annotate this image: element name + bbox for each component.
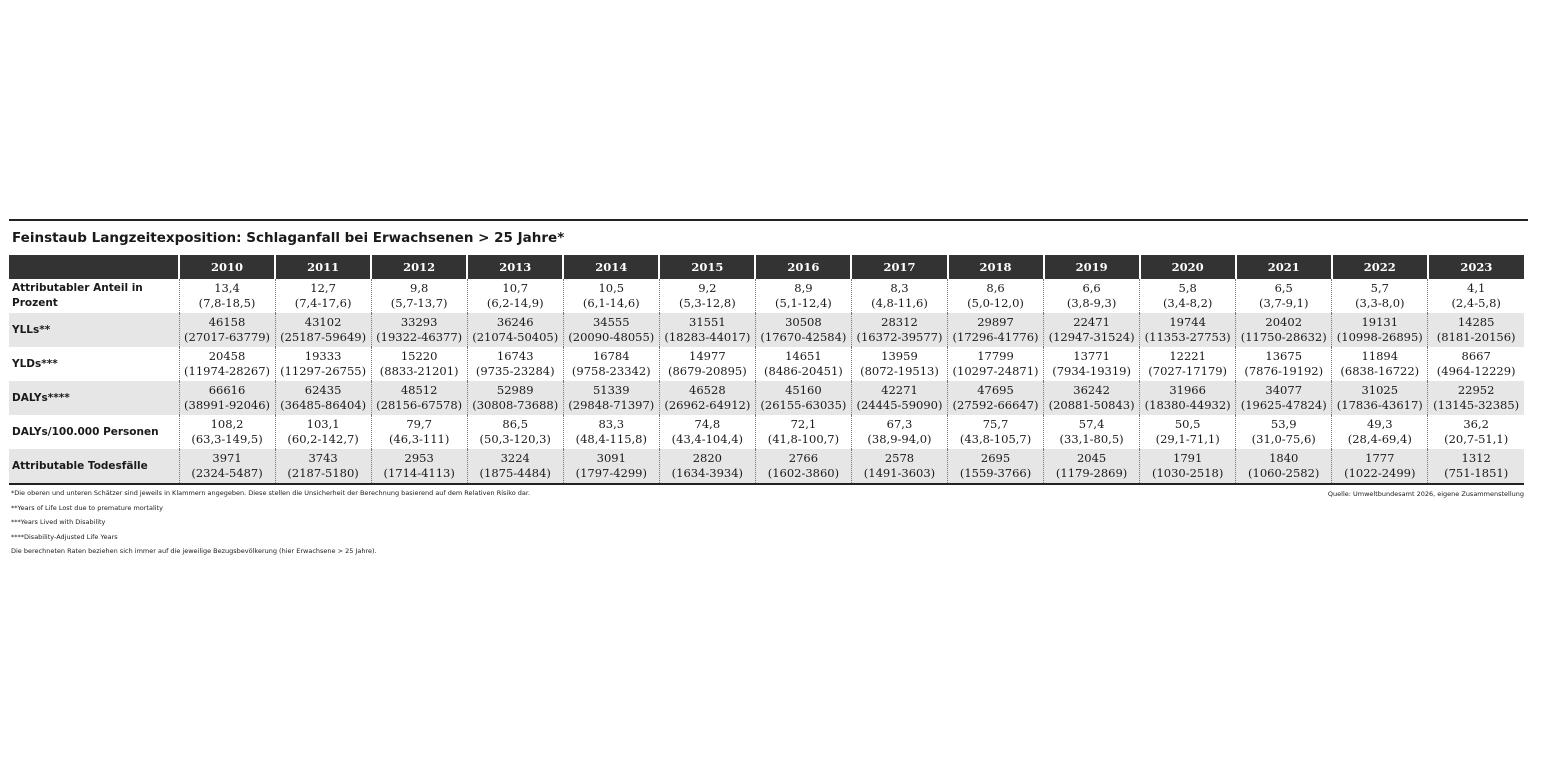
table-cell bbox=[371, 347, 467, 381]
table-cell bbox=[179, 381, 275, 415]
table-cell bbox=[563, 313, 659, 347]
table-cell bbox=[1332, 415, 1428, 449]
year-header: 2020 bbox=[1140, 255, 1236, 279]
cell-range: (11297-26755) bbox=[280, 364, 367, 378]
cell-range: (29,1-71,1) bbox=[1155, 432, 1220, 446]
table-cell bbox=[467, 347, 563, 381]
cell-value: 14651 bbox=[785, 349, 822, 363]
table-cell bbox=[371, 381, 467, 415]
cell-range: (43,8-105,7) bbox=[959, 432, 1032, 446]
cell-value: 79,7 bbox=[406, 417, 432, 431]
table-cell bbox=[755, 449, 851, 484]
table-cell bbox=[1140, 449, 1236, 484]
row-label: DALYs**** bbox=[9, 381, 179, 415]
table-cell bbox=[275, 381, 371, 415]
row-label: Attributable Todesfälle bbox=[9, 449, 179, 484]
table-cell bbox=[948, 381, 1044, 415]
table-cell bbox=[851, 313, 947, 347]
table-cell bbox=[275, 347, 371, 381]
table-cell bbox=[179, 313, 275, 347]
cell-range: (5,7-13,7) bbox=[390, 296, 448, 310]
table-cell bbox=[563, 415, 659, 449]
cell-range: (10998-26895) bbox=[1336, 330, 1423, 344]
table-cell bbox=[275, 449, 371, 484]
year-header: 2017 bbox=[851, 255, 947, 279]
table-cell bbox=[1140, 347, 1236, 381]
cell-range: (19625-47824) bbox=[1240, 398, 1327, 412]
table-cell bbox=[659, 415, 755, 449]
table-cell bbox=[1236, 381, 1332, 415]
cell-value: 28312 bbox=[881, 315, 918, 329]
table-figure bbox=[9, 219, 1528, 561]
table-cell bbox=[1332, 347, 1428, 381]
cell-range: (43,4-104,4) bbox=[671, 432, 744, 446]
cell-range: (50,3-120,3) bbox=[479, 432, 551, 446]
cell-range: (28,4-69,4) bbox=[1347, 432, 1412, 446]
cell-value: 13771 bbox=[1073, 349, 1110, 363]
table-cell bbox=[948, 279, 1044, 313]
year-header: 2012 bbox=[371, 255, 467, 279]
cell-range: (29848-71397) bbox=[568, 398, 655, 412]
cell-range: (7027-17179) bbox=[1148, 364, 1228, 378]
table-cell bbox=[755, 279, 851, 313]
cell-value: 108,2 bbox=[210, 417, 244, 431]
table-cell bbox=[1332, 449, 1428, 484]
cell-value: 2578 bbox=[884, 451, 915, 465]
cell-range: (21074-50405) bbox=[472, 330, 559, 344]
table-cell bbox=[1236, 347, 1332, 381]
cell-value: 16743 bbox=[496, 349, 534, 363]
cell-range: (2324-5487) bbox=[191, 466, 263, 480]
year-header: 2022 bbox=[1332, 255, 1428, 279]
cell-range: (38,9-94,0) bbox=[867, 432, 932, 446]
footnote: Die berechneten Raten beziehen sich immer auf die jeweilige Bezugsbevölkerung (hier Erwachsene > 25 Jahre). bbox=[11, 547, 377, 555]
cell-range: (2187-5180) bbox=[287, 466, 359, 480]
cell-range: (8181-20156) bbox=[1436, 330, 1516, 344]
table-row bbox=[9, 415, 1524, 449]
year-header: 2010 bbox=[179, 255, 275, 279]
cell-value: 103,1 bbox=[306, 417, 340, 431]
cell-value: 6,6 bbox=[1082, 281, 1101, 295]
cell-range: (3,3-8,0) bbox=[1355, 296, 1405, 310]
table-cell bbox=[275, 279, 371, 313]
table-cell bbox=[1044, 449, 1140, 484]
cell-value: 1777 bbox=[1365, 451, 1395, 465]
cell-range: (1797-4299) bbox=[575, 466, 647, 480]
table-row bbox=[9, 381, 1524, 415]
table-cell bbox=[1332, 313, 1428, 347]
footnotes bbox=[9, 488, 1528, 561]
cell-range: (7,4-17,6) bbox=[294, 296, 352, 310]
row-label: Attributabler Anteil in Prozent bbox=[12, 282, 143, 309]
cell-value: 36242 bbox=[1073, 383, 1110, 397]
table-cell bbox=[1428, 415, 1524, 449]
table-cell bbox=[467, 381, 563, 415]
cell-range: (1559-3766) bbox=[959, 466, 1032, 480]
cell-range: (11353-27753) bbox=[1144, 330, 1231, 344]
footnote: **Years of Life Lost due to premature mortality bbox=[11, 503, 163, 512]
header-corner bbox=[9, 255, 179, 279]
table-cell bbox=[1428, 313, 1524, 347]
cell-range: (13145-32385) bbox=[1433, 398, 1520, 412]
cell-range: (7876-19192) bbox=[1244, 364, 1324, 378]
table-cell bbox=[179, 279, 275, 313]
table-cell bbox=[1044, 279, 1140, 313]
header-row bbox=[9, 255, 1524, 279]
table-cell bbox=[275, 415, 371, 449]
cell-value: 30508 bbox=[785, 315, 822, 329]
table-cell bbox=[659, 449, 755, 484]
cell-range: (16372-39577) bbox=[856, 330, 943, 344]
cell-value: 45160 bbox=[785, 383, 822, 397]
table-cell bbox=[1140, 279, 1236, 313]
cell-range: (1634-3934) bbox=[671, 466, 744, 480]
year-header: 2011 bbox=[275, 255, 371, 279]
year-header: 2014 bbox=[563, 255, 659, 279]
cell-value: 17799 bbox=[977, 349, 1014, 363]
table-cell bbox=[1332, 381, 1428, 415]
cell-range: (36485-86404) bbox=[280, 398, 367, 412]
cell-range: (1179-2869) bbox=[1055, 466, 1128, 480]
cell-value: 13959 bbox=[881, 349, 918, 363]
table-cell bbox=[467, 449, 563, 484]
table-cell bbox=[1236, 415, 1332, 449]
cell-value: 86,5 bbox=[502, 417, 529, 431]
table-cell bbox=[467, 313, 563, 347]
cell-range: (28156-67578) bbox=[376, 398, 463, 412]
cell-range: (5,1-12,4) bbox=[775, 296, 832, 310]
table-cell bbox=[1236, 279, 1332, 313]
cell-value: 57,4 bbox=[1078, 417, 1105, 431]
cell-value: 62435 bbox=[304, 383, 342, 397]
cell-range: (27592-66647) bbox=[952, 398, 1039, 412]
cell-value: 9,2 bbox=[698, 281, 717, 295]
cell-value: 8,3 bbox=[890, 281, 909, 295]
cell-value: 3091 bbox=[596, 451, 626, 465]
year-header: 2021 bbox=[1236, 255, 1332, 279]
cell-range: (8486-20451) bbox=[764, 364, 843, 378]
cell-range: (25187-59649) bbox=[280, 330, 367, 344]
row-label: DALYs/100.000 Personen bbox=[12, 425, 159, 438]
cell-value: 36,2 bbox=[1463, 417, 1489, 431]
cell-range: (11750-28632) bbox=[1240, 330, 1327, 344]
table-cell bbox=[1428, 279, 1524, 313]
cell-value: 72,1 bbox=[790, 417, 817, 431]
cell-value: 42271 bbox=[881, 383, 918, 397]
cell-value: 34555 bbox=[592, 315, 630, 329]
table-cell bbox=[851, 449, 947, 484]
table-cell bbox=[179, 415, 275, 449]
cell-value: 19333 bbox=[304, 349, 342, 363]
table-cell bbox=[563, 279, 659, 313]
table-cell bbox=[275, 313, 371, 347]
cell-range: (7934-19319) bbox=[1052, 364, 1131, 378]
table-cell bbox=[659, 313, 755, 347]
table-cell bbox=[1140, 415, 1236, 449]
table-cell bbox=[371, 313, 467, 347]
year-header: 2018 bbox=[948, 255, 1044, 279]
cell-value: 49,3 bbox=[1366, 417, 1393, 431]
table-cell bbox=[179, 449, 275, 484]
year-header: 2016 bbox=[755, 255, 851, 279]
cell-value: 51339 bbox=[592, 383, 630, 397]
table-cell bbox=[851, 381, 947, 415]
cell-value: 8,9 bbox=[794, 281, 813, 295]
cell-range: (1714-4113) bbox=[383, 466, 455, 480]
cell-value: 13675 bbox=[1265, 349, 1303, 363]
table-cell bbox=[1428, 347, 1524, 381]
cell-range: (26962-64912) bbox=[664, 398, 751, 412]
cell-range: (8679-20895) bbox=[667, 364, 747, 378]
cell-value: 31551 bbox=[689, 315, 726, 329]
cell-value: 67,3 bbox=[886, 417, 913, 431]
row-label: YLDs*** bbox=[12, 357, 58, 370]
table-cell bbox=[1236, 313, 1332, 347]
table-cell bbox=[659, 381, 755, 415]
cell-range: (1602-3860) bbox=[767, 466, 840, 480]
table-cell bbox=[948, 347, 1044, 381]
source-note: Quelle: Umweltbundesamt 2026, eigene Zusammenstellung bbox=[1327, 490, 1524, 498]
cell-range: (63,3-149,5) bbox=[191, 432, 263, 446]
table-cell bbox=[1044, 381, 1140, 415]
cell-value: 10,5 bbox=[598, 281, 625, 295]
cell-range: (751-1851) bbox=[1444, 466, 1509, 480]
table-row bbox=[9, 449, 1524, 484]
table-body bbox=[9, 279, 1524, 484]
cell-value: 74,8 bbox=[694, 417, 721, 431]
table-cell bbox=[1428, 449, 1524, 484]
cell-range: (18380-44932) bbox=[1144, 398, 1231, 412]
cell-value: 2695 bbox=[980, 451, 1011, 465]
cell-range: (1060-2582) bbox=[1248, 466, 1320, 480]
cell-range: (9735-23284) bbox=[475, 364, 555, 378]
cell-range: (7,8-18,5) bbox=[198, 296, 256, 310]
cell-range: (1030-2518) bbox=[1151, 466, 1224, 480]
cell-value: 8667 bbox=[1461, 349, 1491, 363]
cell-value: 19744 bbox=[1169, 315, 1206, 329]
cell-range: (3,7-9,1) bbox=[1259, 296, 1309, 310]
cell-value: 4,1 bbox=[1467, 281, 1486, 295]
cell-range: (20,7-51,1) bbox=[1444, 432, 1509, 446]
cell-range: (60,2-142,7) bbox=[287, 432, 359, 446]
cell-value: 12,7 bbox=[310, 281, 336, 295]
cell-range: (1491-3603) bbox=[863, 466, 936, 480]
cell-range: (19322-46377) bbox=[376, 330, 463, 344]
table-cell bbox=[467, 415, 563, 449]
table-cell bbox=[1044, 347, 1140, 381]
cell-value: 11894 bbox=[1361, 349, 1399, 363]
cell-value: 8,6 bbox=[986, 281, 1005, 295]
table-cell bbox=[1428, 381, 1524, 415]
table-title: Feinstaub Langzeitexposition: Schlaganfall bei Erwachsenen > 25 Jahre* bbox=[12, 230, 565, 246]
table-cell bbox=[755, 313, 851, 347]
cell-value: 14285 bbox=[1457, 315, 1495, 329]
cell-range: (1022-2499) bbox=[1344, 466, 1416, 480]
table-cell bbox=[851, 347, 947, 381]
cell-value: 36246 bbox=[496, 315, 534, 329]
table-cell bbox=[1044, 415, 1140, 449]
cell-range: (17296-41776) bbox=[952, 330, 1039, 344]
cell-range: (38991-92046) bbox=[184, 398, 271, 412]
cell-value: 22952 bbox=[1457, 383, 1495, 397]
cell-value: 31025 bbox=[1361, 383, 1399, 397]
cell-value: 19131 bbox=[1361, 315, 1399, 329]
cell-value: 43102 bbox=[304, 315, 342, 329]
cell-range: (20090-48055) bbox=[568, 330, 655, 344]
table-cell bbox=[179, 347, 275, 381]
cell-value: 20402 bbox=[1265, 315, 1303, 329]
cell-range: (31,0-75,6) bbox=[1251, 432, 1316, 446]
cell-value: 14977 bbox=[689, 349, 726, 363]
table-cell bbox=[659, 347, 755, 381]
cell-value: 16784 bbox=[592, 349, 630, 363]
cell-value: 47695 bbox=[977, 383, 1014, 397]
cell-value: 5,8 bbox=[1178, 281, 1197, 295]
footnote: ***Years Lived with Disability bbox=[11, 518, 106, 526]
cell-range: (4964-12229) bbox=[1436, 364, 1516, 378]
year-header: 2023 bbox=[1428, 255, 1524, 279]
cell-range: (6838-16722) bbox=[1340, 364, 1420, 378]
cell-value: 3743 bbox=[308, 451, 338, 465]
table-cell bbox=[755, 381, 851, 415]
cell-range: (24445-59090) bbox=[856, 398, 943, 412]
cell-range: (3,8-9,3) bbox=[1066, 296, 1117, 310]
cell-range: (17836-43617) bbox=[1336, 398, 1423, 412]
table-cell bbox=[563, 449, 659, 484]
table-cell bbox=[948, 449, 1044, 484]
cell-range: (3,4-8,2) bbox=[1162, 296, 1213, 310]
cell-value: 5,7 bbox=[1370, 281, 1389, 295]
cell-range: (12947-31524) bbox=[1048, 330, 1135, 344]
table-cell bbox=[371, 449, 467, 484]
cell-range: (8833-21201) bbox=[379, 364, 459, 378]
cell-value: 1791 bbox=[1173, 451, 1203, 465]
cell-range: (11974-28267) bbox=[184, 364, 271, 378]
table-cell bbox=[1236, 449, 1332, 484]
cell-value: 2766 bbox=[788, 451, 819, 465]
cell-range: (6,2-14,9) bbox=[486, 296, 544, 310]
table-cell bbox=[467, 279, 563, 313]
table-row bbox=[9, 279, 1524, 313]
cell-range: (6,1-14,6) bbox=[582, 296, 640, 310]
cell-value: 3971 bbox=[212, 451, 242, 465]
table-cell bbox=[1044, 313, 1140, 347]
cell-value: 75,7 bbox=[982, 417, 1009, 431]
cell-range: (33,1-80,5) bbox=[1059, 432, 1124, 446]
cell-value: 20458 bbox=[208, 349, 246, 363]
table-cell bbox=[851, 279, 947, 313]
cell-value: 2045 bbox=[1076, 451, 1107, 465]
cell-value: 2820 bbox=[692, 451, 722, 465]
cell-range: (30808-73688) bbox=[472, 398, 559, 412]
cell-value: 83,3 bbox=[598, 417, 625, 431]
cell-value: 10,7 bbox=[502, 281, 529, 295]
table-cell bbox=[371, 415, 467, 449]
table-cell bbox=[948, 415, 1044, 449]
row-label: YLLs** bbox=[9, 313, 179, 347]
year-header: 2019 bbox=[1044, 255, 1140, 279]
cell-range: (20881-50843) bbox=[1048, 398, 1135, 412]
table-cell bbox=[659, 279, 755, 313]
cell-value: 48512 bbox=[400, 383, 438, 397]
cell-range: (27017-63779) bbox=[184, 330, 271, 344]
table-cell bbox=[1140, 381, 1236, 415]
cell-value: 6,5 bbox=[1274, 281, 1293, 295]
cell-value: 1840 bbox=[1269, 451, 1299, 465]
cell-value: 29897 bbox=[977, 315, 1014, 329]
cell-value: 15220 bbox=[400, 349, 438, 363]
cell-value: 52989 bbox=[496, 383, 534, 397]
cell-range: (8072-19513) bbox=[860, 364, 939, 378]
year-header: 2013 bbox=[467, 255, 563, 279]
table-row bbox=[9, 347, 1524, 381]
cell-range: (1875-4484) bbox=[479, 466, 551, 480]
table-cell bbox=[851, 415, 947, 449]
table-cell bbox=[1140, 313, 1236, 347]
table-cell bbox=[755, 415, 851, 449]
cell-range: (9758-23342) bbox=[571, 364, 651, 378]
table-cell bbox=[563, 381, 659, 415]
cell-value: 12221 bbox=[1169, 349, 1206, 363]
cell-range: (5,0-12,0) bbox=[967, 296, 1024, 310]
cell-value: 31966 bbox=[1169, 383, 1206, 397]
cell-range: (41,8-100,7) bbox=[767, 432, 840, 446]
cell-value: 1312 bbox=[1461, 451, 1491, 465]
cell-value: 50,5 bbox=[1174, 417, 1201, 431]
cell-range: (48,4-115,8) bbox=[575, 432, 647, 446]
cell-value: 66616 bbox=[208, 383, 246, 397]
table-cell bbox=[755, 347, 851, 381]
footnote: *Die oberen und unteren Schätzer sind jeweils in Klammern angegeben. Diese stellen die Unsicherheit der Berechnung basierend auf dem Relativen Risiko dar. bbox=[11, 489, 531, 497]
table-cell bbox=[563, 347, 659, 381]
cell-range: (10297-24871) bbox=[952, 364, 1039, 378]
cell-range: (5,3-12,8) bbox=[678, 296, 736, 310]
footnote: ****Disability-Adjusted Life Years bbox=[11, 532, 118, 541]
cell-range: (46,3-111) bbox=[388, 432, 450, 446]
cell-range: (17670-42584) bbox=[760, 330, 847, 344]
cell-range: (18283-44017) bbox=[664, 330, 751, 344]
cell-value: 13,4 bbox=[214, 281, 240, 295]
cell-value: 9,8 bbox=[410, 281, 429, 295]
cell-range: (2,4-5,8) bbox=[1451, 296, 1501, 310]
table-cell bbox=[371, 279, 467, 313]
table-cell bbox=[1332, 279, 1428, 313]
year-header: 2015 bbox=[659, 255, 755, 279]
cell-value: 22471 bbox=[1073, 315, 1110, 329]
cell-range: (4,8-11,6) bbox=[871, 296, 928, 310]
cell-value: 46158 bbox=[208, 315, 246, 329]
data-table bbox=[9, 255, 1524, 485]
cell-range: (26155-63035) bbox=[760, 398, 847, 412]
table-row bbox=[9, 313, 1524, 347]
cell-value: 34077 bbox=[1265, 383, 1303, 397]
cell-value: 53,9 bbox=[1270, 417, 1297, 431]
cell-value: 2953 bbox=[404, 451, 434, 465]
cell-value: 46528 bbox=[689, 383, 726, 397]
table-cell bbox=[948, 313, 1044, 347]
cell-value: 3224 bbox=[500, 451, 530, 465]
cell-value: 33293 bbox=[400, 315, 438, 329]
